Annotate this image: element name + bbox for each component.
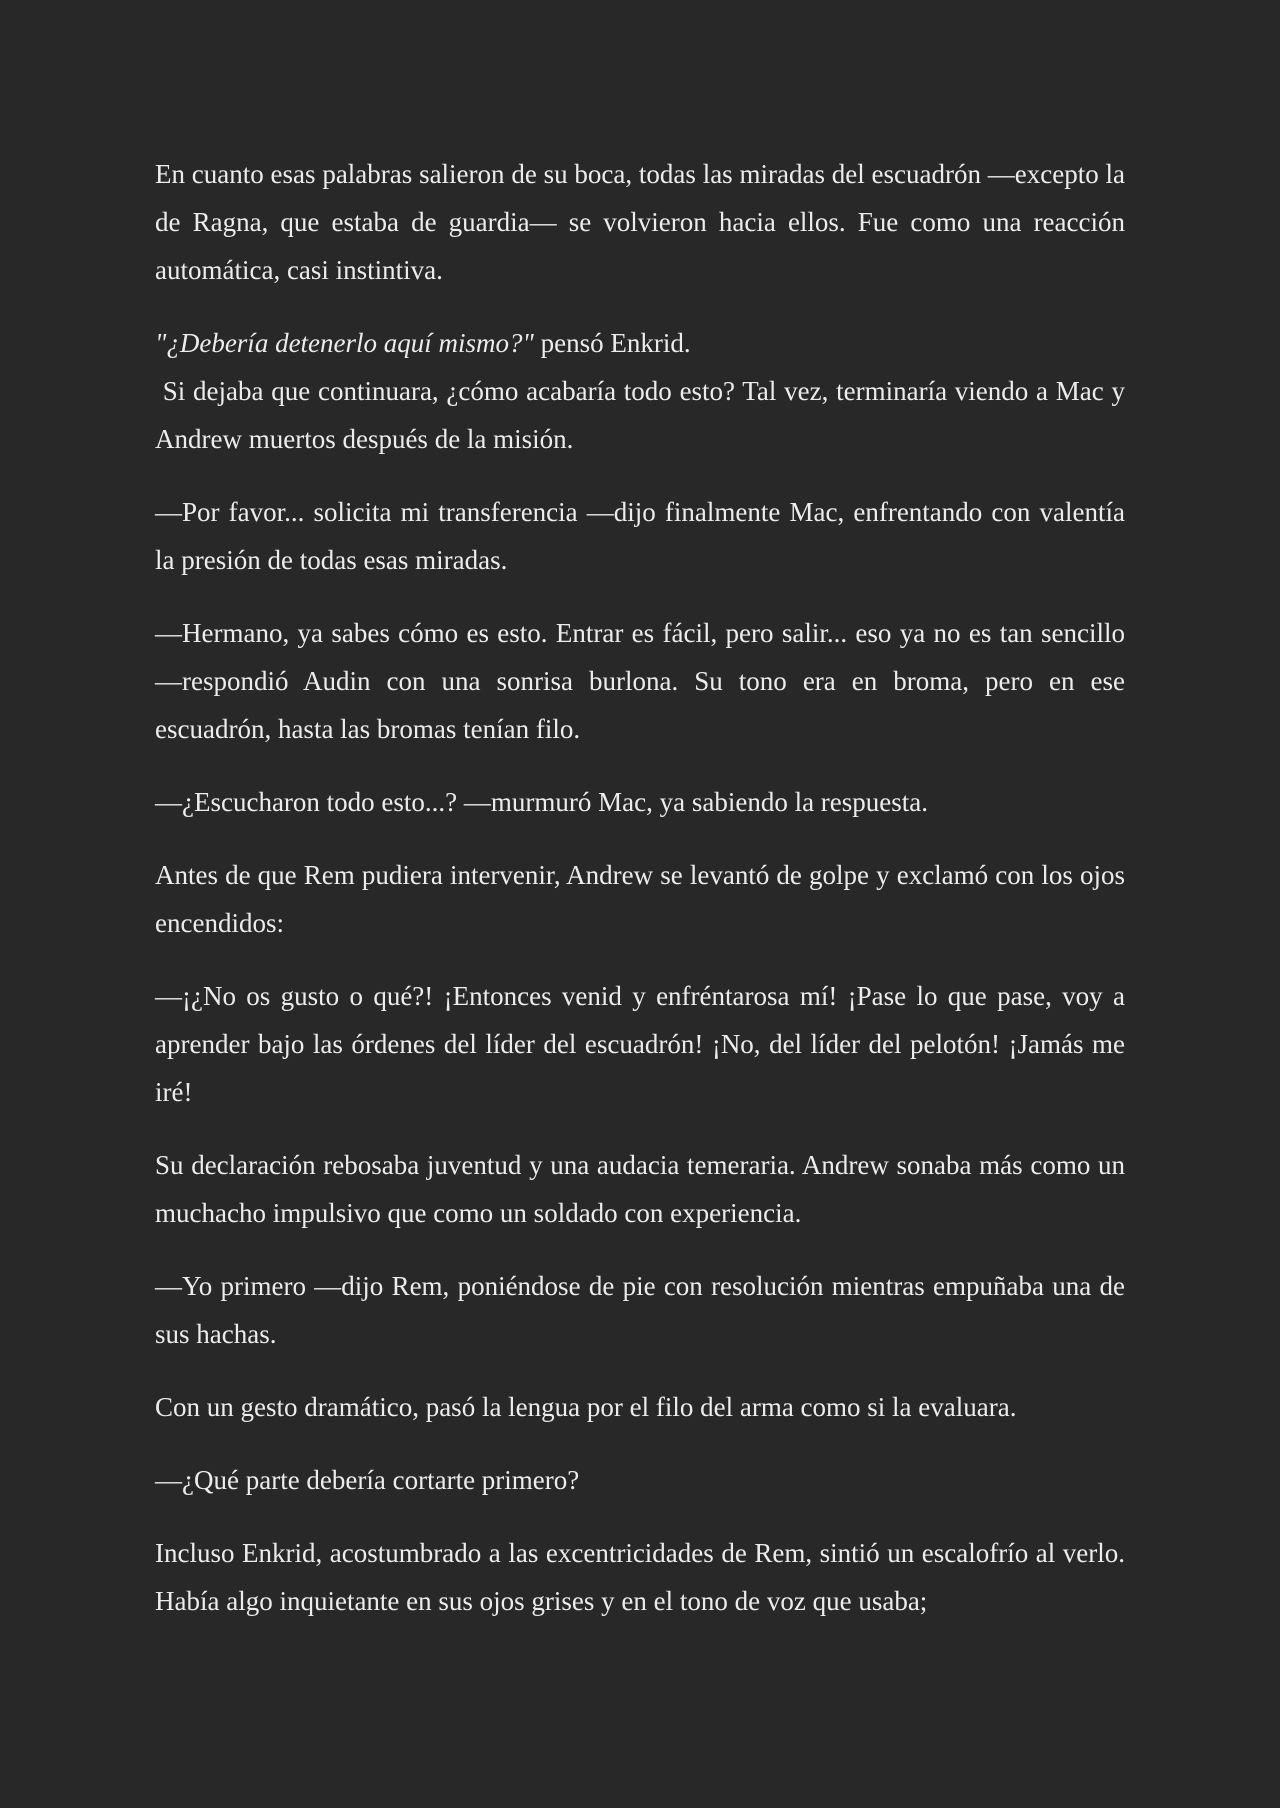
inner-thought: "¿Debería detenerlo aquí mismo?" [155, 328, 534, 358]
paragraph: —¿Qué parte debería cortarte primero? [155, 1465, 580, 1495]
paragraph: —Hermano, ya sabes cómo es esto. Entrar es fácil, pero salir... eso ya no es tan sencillo —respondió Audin con una sonrisa burlona. Su tono era en broma, pero en ese escuadrón, hasta las bromas tenían filo. [155, 618, 1125, 744]
paragraph: —¡¿No os gusto o qué?! ¡Entonces venid y enfréntarosa mí! ¡Pase lo que pase, voy a aprender bajo las órdenes del líder del escuadrón! ¡No, del líder del pelotón! ¡Jamás me iré! [155, 981, 1125, 1107]
paragraph: En cuanto esas palabras salieron de su boca, todas las miradas del escuadrón —excepto la de Ragna, que estaba de guardia— se volvieron hacia ellos. Fue como una reacción automática, casi instintiva. [155, 159, 1125, 285]
paragraph: —Yo primero —dijo Rem, poniéndose de pie con resolución mientras empuñaba una de sus hachas. [155, 1271, 1125, 1349]
paragraph-thought [155, 319, 1125, 367]
paragraph: Incluso Enkrid, acostumbrado a las excentricidades de Rem, sintió un escalofrío al verlo. Había algo inquietante en sus ojos grises y en el tono de voz que usaba; [155, 1538, 1125, 1616]
paragraph: Si dejaba que continuara, ¿cómo acabaría todo esto? Tal vez, terminaría viendo a Mac y Andrew muertos después de la misión. [155, 376, 1131, 454]
paragraph: Su declaración rebosaba juventud y una audacia temeraria. Andrew sonaba más como un muchacho impulsivo que como un soldado con experiencia. [155, 1150, 1125, 1228]
chapter-text [155, 150, 1131, 1650]
paragraph: Antes de que Rem pudiera intervenir, Andrew se levantó de golpe y exclamó con los ojos encendidos: [155, 860, 1125, 938]
paragraph: —¿Escucharon todo esto...? —murmuró Mac, ya sabiendo la respuesta. [155, 787, 929, 817]
thought-attribution: pensó Enkrid. [533, 328, 691, 358]
paragraph: Con un gesto dramático, pasó la lengua por el filo del arma como si la evaluara. [155, 1392, 1017, 1422]
paragraph: —Por favor... solicita mi transferencia —dijo finalmente Mac, enfrentando con valentía la presión de todas esas miradas. [155, 497, 1125, 575]
